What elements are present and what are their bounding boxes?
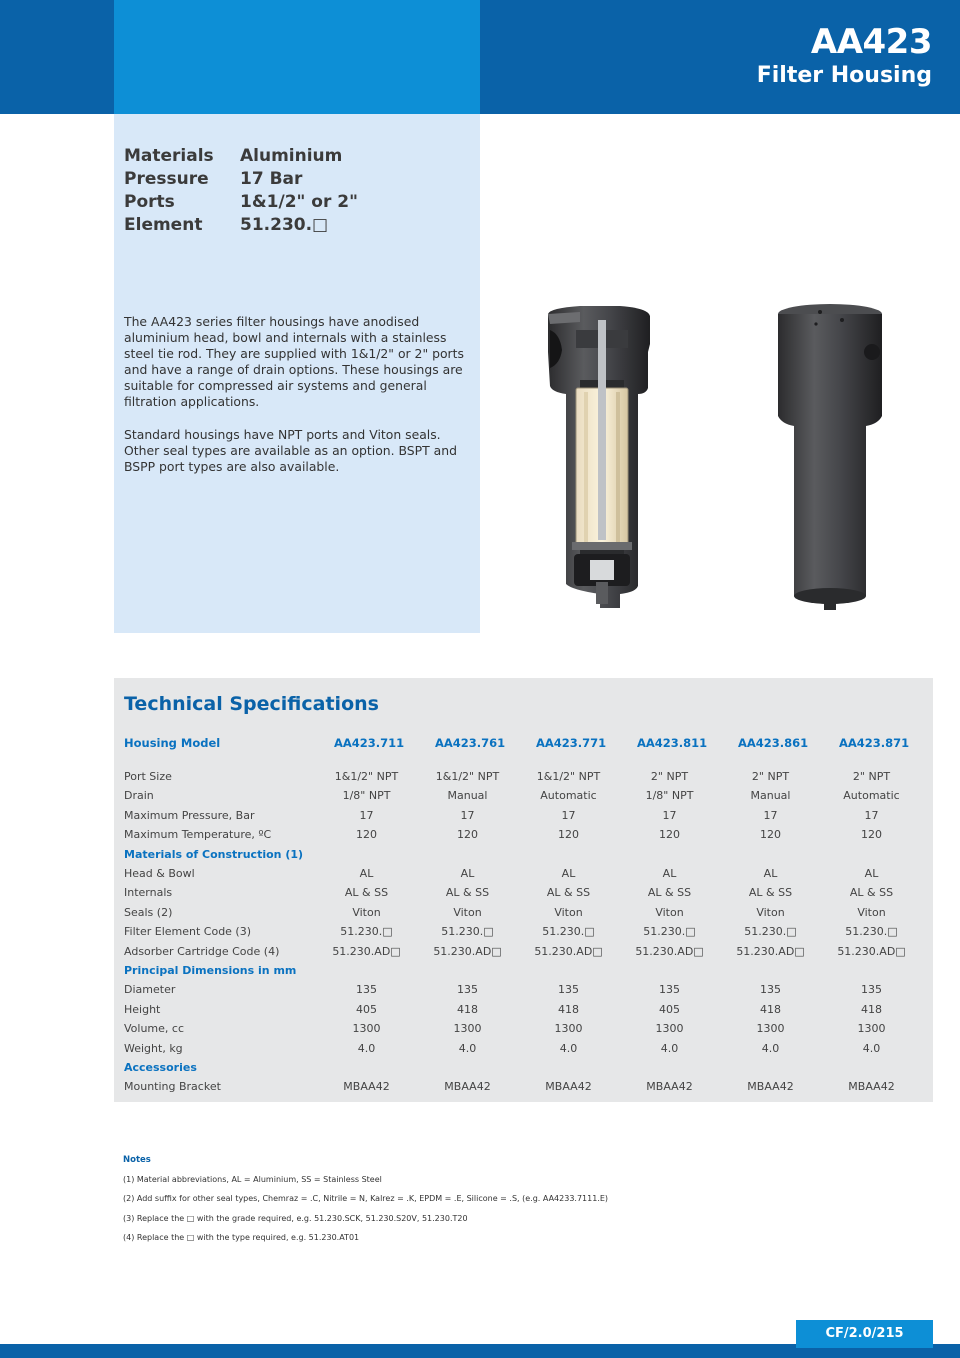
table-row-label: Seals (2) (124, 906, 173, 919)
table-row-label: Drain (124, 789, 154, 802)
table-cell: AL (561, 867, 576, 880)
table-cell: AL & SS (546, 886, 591, 899)
table-cell: 4.0 (357, 1042, 376, 1055)
table-cell: AL (864, 867, 879, 880)
table-cell: 4.0 (862, 1042, 881, 1055)
note-item: (1) Material abbreviations, AL = Aluminium, SS = Stainless Steel (123, 1175, 382, 1184)
product-title: Filter Housing (756, 63, 932, 88)
table-row-label: Port Size (124, 770, 172, 783)
table-cell: 51.230.AD□ (332, 945, 401, 958)
spec-label: Ports (124, 192, 175, 212)
table-cell: 4.0 (660, 1042, 679, 1055)
table-cell: 51.230.□ (845, 925, 898, 938)
closed-housing-image (778, 304, 882, 610)
spec-value: Aluminium (240, 146, 343, 166)
table-cell: 51.230.□ (744, 925, 797, 938)
table-cell: 1300 (554, 1022, 583, 1035)
model-header-761: AA423.761 (435, 736, 506, 750)
table-cell: Manual (447, 789, 488, 802)
spec-value: 51.230.□ (240, 215, 329, 235)
table-cell: 51.230.AD□ (534, 945, 603, 958)
note-item: (2) Add suffix for other seal types, Chemraz = .C, Nitrile = N, Kalrez = .K, EPDM = .E, Silicone = .S, (e.g. AA4233.7111.E) (123, 1194, 609, 1203)
table-row-label: Head & Bowl (124, 867, 195, 880)
table-cell: 418 (457, 1003, 478, 1016)
table-row-label: Internals (124, 886, 173, 899)
document-code: CF/2.0/215 (796, 1320, 933, 1348)
table-cell: AL & SS (647, 886, 692, 899)
spec-label: Pressure (124, 169, 209, 189)
table-cell: 17 (561, 809, 576, 822)
table-cell: MBAA42 (343, 1080, 390, 1093)
table-cell: MBAA42 (747, 1080, 794, 1093)
table-cell: 17 (359, 809, 374, 822)
table-cell: AL & SS (445, 886, 490, 899)
table-cell: 1&1/2" NPT (435, 770, 500, 783)
product-illustrations (520, 290, 920, 630)
table-section-heading: Accessories (124, 1061, 197, 1074)
table-cell: 2" NPT (751, 770, 790, 783)
table-cell: 51.230.AD□ (837, 945, 906, 958)
table-cell: MBAA42 (646, 1080, 693, 1093)
table-cell: AL (763, 867, 778, 880)
table-cell: 135 (760, 983, 781, 996)
table-cell: 2" NPT (852, 770, 891, 783)
model-header-861: AA423.861 (738, 736, 809, 750)
table-cell: Automatic (540, 789, 597, 802)
table-cell: 51.230.□ (542, 925, 595, 938)
note-item: (4) Replace the □ with the type required, e.g. 51.230.AT01 (123, 1233, 360, 1242)
table-row-label: Maximum Temperature, ºC (124, 828, 272, 841)
table-cell: Viton (453, 906, 482, 919)
table-cell: Manual (750, 789, 791, 802)
model-header-771: AA423.771 (536, 736, 607, 750)
spec-label: Materials (124, 146, 214, 166)
table-row-label: Volume, cc (124, 1022, 185, 1035)
table-cell: 135 (356, 983, 377, 996)
table-cell: AL & SS (849, 886, 894, 899)
table-cell: 51.230.□ (340, 925, 393, 938)
table-row-label: Weight, kg (124, 1042, 183, 1055)
table-section-heading: Principal Dimensions in mm (124, 964, 297, 977)
model-header-711: AA423.711 (334, 736, 405, 750)
housing-model-header: Housing Model (124, 736, 221, 750)
table-cell: 1300 (756, 1022, 785, 1035)
table-row-label: Maximum Pressure, Bar (124, 809, 255, 822)
tech-spec-title: Technical Specifications (124, 693, 379, 715)
table-cell: 1&1/2" NPT (334, 770, 399, 783)
table-cell: 418 (760, 1003, 781, 1016)
description-paragraph-1: The AA423 series filter housings have anodised aluminium head, bowl and internals with a stainless steel tie rod. They are supplied with 1&1/2" or 2" ports and have a range of drain options. These housings are suitable for compressed air systems and general filtration applications. (124, 314, 464, 409)
table-cell: AL (460, 867, 475, 880)
spec-value: 1&1/2" or 2" (240, 192, 358, 212)
table-row-label: Filter Element Code (3) (124, 925, 252, 938)
table-row-label: Mounting Bracket (124, 1080, 221, 1093)
table-cell: Viton (352, 906, 381, 919)
table-cell: 4.0 (761, 1042, 780, 1055)
table-cell: 1/8" NPT (342, 789, 391, 802)
model-header-811: AA423.811 (637, 736, 708, 750)
table-cell: 120 (457, 828, 478, 841)
table-cell: 120 (659, 828, 680, 841)
table-cell: 418 (861, 1003, 882, 1016)
table-cell: 418 (558, 1003, 579, 1016)
table-cell: Viton (857, 906, 886, 919)
table-cell: 17 (460, 809, 475, 822)
table-cell: 1/8" NPT (645, 789, 694, 802)
table-cell: 2" NPT (650, 770, 689, 783)
table-cell: 120 (760, 828, 781, 841)
table-cell: 17 (662, 809, 677, 822)
table-cell: 51.230.AD□ (635, 945, 704, 958)
table-cell: 17 (864, 809, 879, 822)
spec-value: 17 Bar (240, 169, 303, 189)
table-cell: 135 (457, 983, 478, 996)
note-item: (3) Replace the □ with the grade required, e.g. 51.230.SCK, 51.230.S20V, 51.230.T20 (123, 1214, 468, 1223)
cutaway-housing-image (548, 306, 650, 608)
table-cell: 1&1/2" NPT (536, 770, 601, 783)
table-cell: 1300 (857, 1022, 886, 1035)
product-code: AA423 (810, 22, 932, 62)
table-cell: 135 (558, 983, 579, 996)
table-cell: 120 (558, 828, 579, 841)
table-cell: 51.230.AD□ (736, 945, 805, 958)
table-row-label: Height (124, 1003, 161, 1016)
table-row-label: Diameter (124, 983, 176, 996)
table-cell: 405 (356, 1003, 377, 1016)
table-cell: Viton (756, 906, 785, 919)
model-header-871: AA423.871 (839, 736, 910, 750)
table-cell: Viton (554, 906, 583, 919)
table-cell: 51.230.□ (643, 925, 696, 938)
table-cell: 120 (356, 828, 377, 841)
table-cell: 405 (659, 1003, 680, 1016)
table-cell: AL (359, 867, 374, 880)
table-cell: AL (662, 867, 677, 880)
notes-title: Notes (123, 1155, 151, 1165)
table-cell: 4.0 (559, 1042, 578, 1055)
table-cell: AL & SS (748, 886, 793, 899)
spec-label: Element (124, 215, 203, 235)
table-cell: 51.230.AD□ (433, 945, 502, 958)
table-section-heading: Materials of Construction (1) (124, 848, 304, 861)
description-paragraph-2: Standard housings have NPT ports and Viton seals. Other seal types are available as an option. BSPT and BSPP port types are also available. (124, 427, 457, 474)
table-cell: 51.230.□ (441, 925, 494, 938)
table-cell: MBAA42 (848, 1080, 895, 1093)
table-cell: MBAA42 (545, 1080, 592, 1093)
table-cell: AL & SS (344, 886, 389, 899)
table-cell: 1300 (352, 1022, 381, 1035)
table-cell: 135 (861, 983, 882, 996)
table-row-label: Adsorber Cartridge Code (4) (124, 945, 280, 958)
table-cell: Automatic (843, 789, 900, 802)
table-cell: 4.0 (458, 1042, 477, 1055)
table-cell: 1300 (453, 1022, 482, 1035)
table-cell: MBAA42 (444, 1080, 491, 1093)
table-cell: 1300 (655, 1022, 684, 1035)
table-cell: 17 (763, 809, 778, 822)
table-cell: 120 (861, 828, 882, 841)
header-accent-block (114, 0, 480, 114)
table-cell: 135 (659, 983, 680, 996)
table-cell: Viton (655, 906, 684, 919)
